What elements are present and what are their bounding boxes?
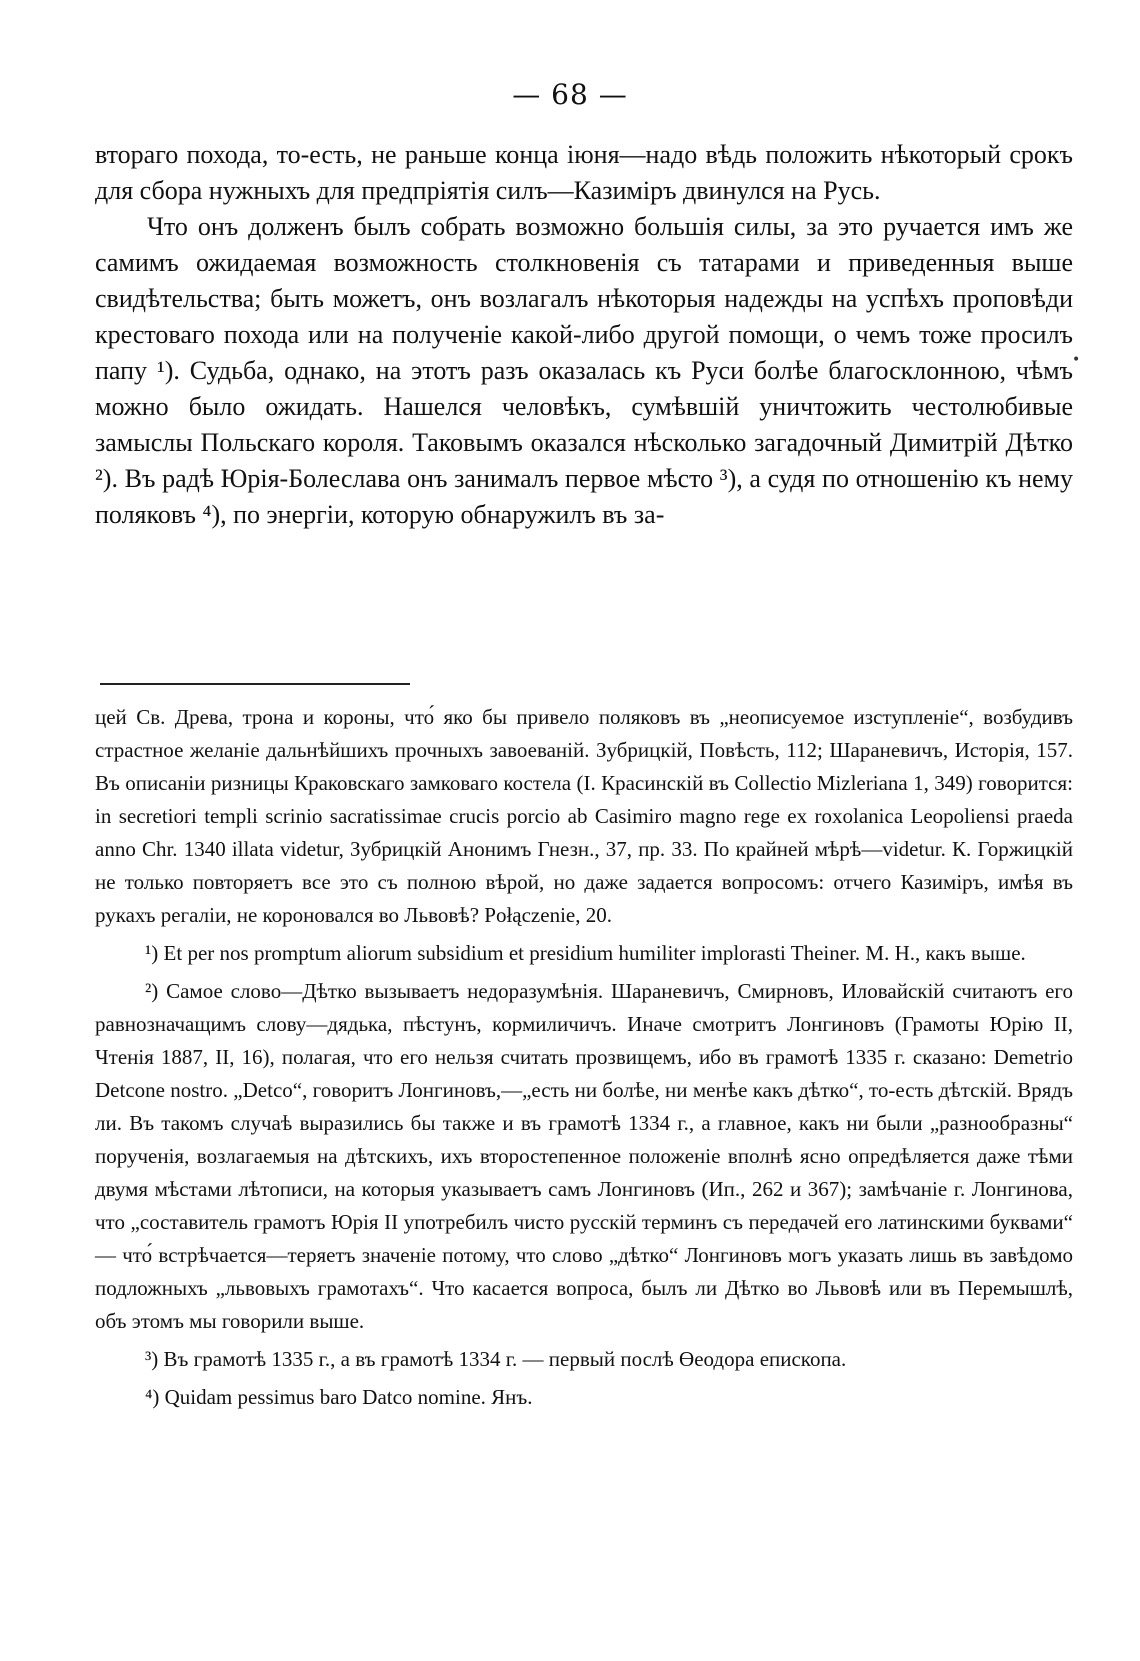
margin-mark: • xyxy=(1072,352,1081,368)
footnote-1: ¹) Et per nos promptum aliorum subsidium et presidium humiliter implorasti Theiner. M. H., какъ выше. xyxy=(145,941,1026,965)
page-number: — 68 — xyxy=(512,78,628,111)
footnote-continuation: цей Св. Древа, трона и короны, что́ яко бы привело поляковъ въ „неописуемое изступленіе“, возбудивъ страстное желаніе дальнѣйшихъ прочныхъ завоеваній. Зубрицкій, Повѣсть, 112; Шараневичъ, Исторія, 157. Въ описаніи ризницы Краковскаго замковаго костела (І. Красинскій въ Collectio Mizleriana 1, 349) говорится: in secretiori templi scrinio sacratissimae crucis porcio ab Casimiro magno rege ex roxolanica Leopoliensi praeda anno Chr. 1340 illata videtur, Зубрицкій Анонимъ Гнезн., 37, пр. 33. По крайней мѣрѣ—videtur. К. Горжицкій не только повторяетъ все это съ полною вѣрой, но даже задается вопросомъ: отчего Казиміръ, имѣя въ рукахъ регаліи, не короновался во Львовѣ? Połączenie, 20. xyxy=(95,705,1073,927)
footnote-separator xyxy=(100,683,410,685)
footnotes xyxy=(95,701,1073,1419)
footnote-3: ³) Въ грамотѣ 1335 г., а въ грамотѣ 1334 г. — первый послѣ Өеодора епископа. xyxy=(145,1347,847,1371)
footnote-2: ²) Самое слово—Дѣтко вызываетъ недоразумѣнія. Шараневичъ, Смирновъ, Иловайскій считаютъ его равнозначащимъ слову—дядька, пѣстунъ, кормиличичъ. Иначе смотритъ Лонгиновъ (Грамоты Юрію II, Чтенія 1887, II, 16), полагая, что его нельзя считать прозвищемъ, ибо въ грамотѣ 1335 г. сказано: Demetrio Detcone nostro. „Detco“, говоритъ Лонгиновъ,—„есть ни болѣе, ни менѣе какъ дѣтко“, то-есть дѣтскій. Врядъ ли. Въ такомъ случаѣ выразились бы также и въ грамотѣ 1334 г., а главное, какъ ни были „разнообразны“ порученія, возлагаемыя на дѣтскихъ, ихъ второстепенное положеніе вполнѣ ясно опредѣляется даже тѣми двумя мѣстами лѣтописи, на которыя указываетъ самъ Лонгиновъ (Ип., 262 и 367); замѣчаніе г. Лонгинова, что „составитель грамотъ Юрія II употребилъ чисто русскій терминъ съ передачей его латинскими буквами“ — что́ встрѣчается—теряетъ значеніе потому, что слово „дѣтко“ Лонгиновъ могъ указать лишь въ завѣдомо подложныхъ „львовыхъ грамотахъ“. Что касается вопроса, былъ ли Дѣтко во Львовѣ или въ Перемышлѣ, объ этомъ мы говорили выше. xyxy=(95,979,1073,1333)
main-paragraph-1: втораго похода, то-есть, не раньше конца іюня—надо вѣдь положить нѣкоторый срокъ для сбора нужныхъ для предпріятія силъ—Казиміръ двинулся на Русь. xyxy=(95,140,1073,205)
footnote-4: ⁴) Quidam pessimus baro Datco nomine. Янъ. xyxy=(145,1385,533,1409)
main-text xyxy=(95,137,1073,533)
main-paragraph-2: Что онъ долженъ былъ собрать возможно большія силы, за это ручается имъ же самимъ ожидаемая возможность столкновенія съ татарами и приведенныя выше свидѣтельства; быть можетъ, онъ возлагалъ нѣкоторыя надежды на успѣхъ проповѣди крестоваго похода или на полученіе какой-либо другой помощи, о чемъ тоже просилъ папу ¹). Судьба, однако, на этотъ разъ оказалась къ Руси болѣе благосклонною, чѣмъ можно было ожидать. Нашелся человѣкъ, сумѣвшій уничтожить честолюбивые замыслы Польскаго короля. Таковымъ оказался нѣсколько загадочный Димитрій Дѣтко ²). Въ радѣ Юрія-Болеслава онъ занималъ первое мѣсто ³), а судя по отношенію къ нему поляковъ ⁴), по энергіи, которую обнаружилъ въ за- xyxy=(95,212,1073,529)
